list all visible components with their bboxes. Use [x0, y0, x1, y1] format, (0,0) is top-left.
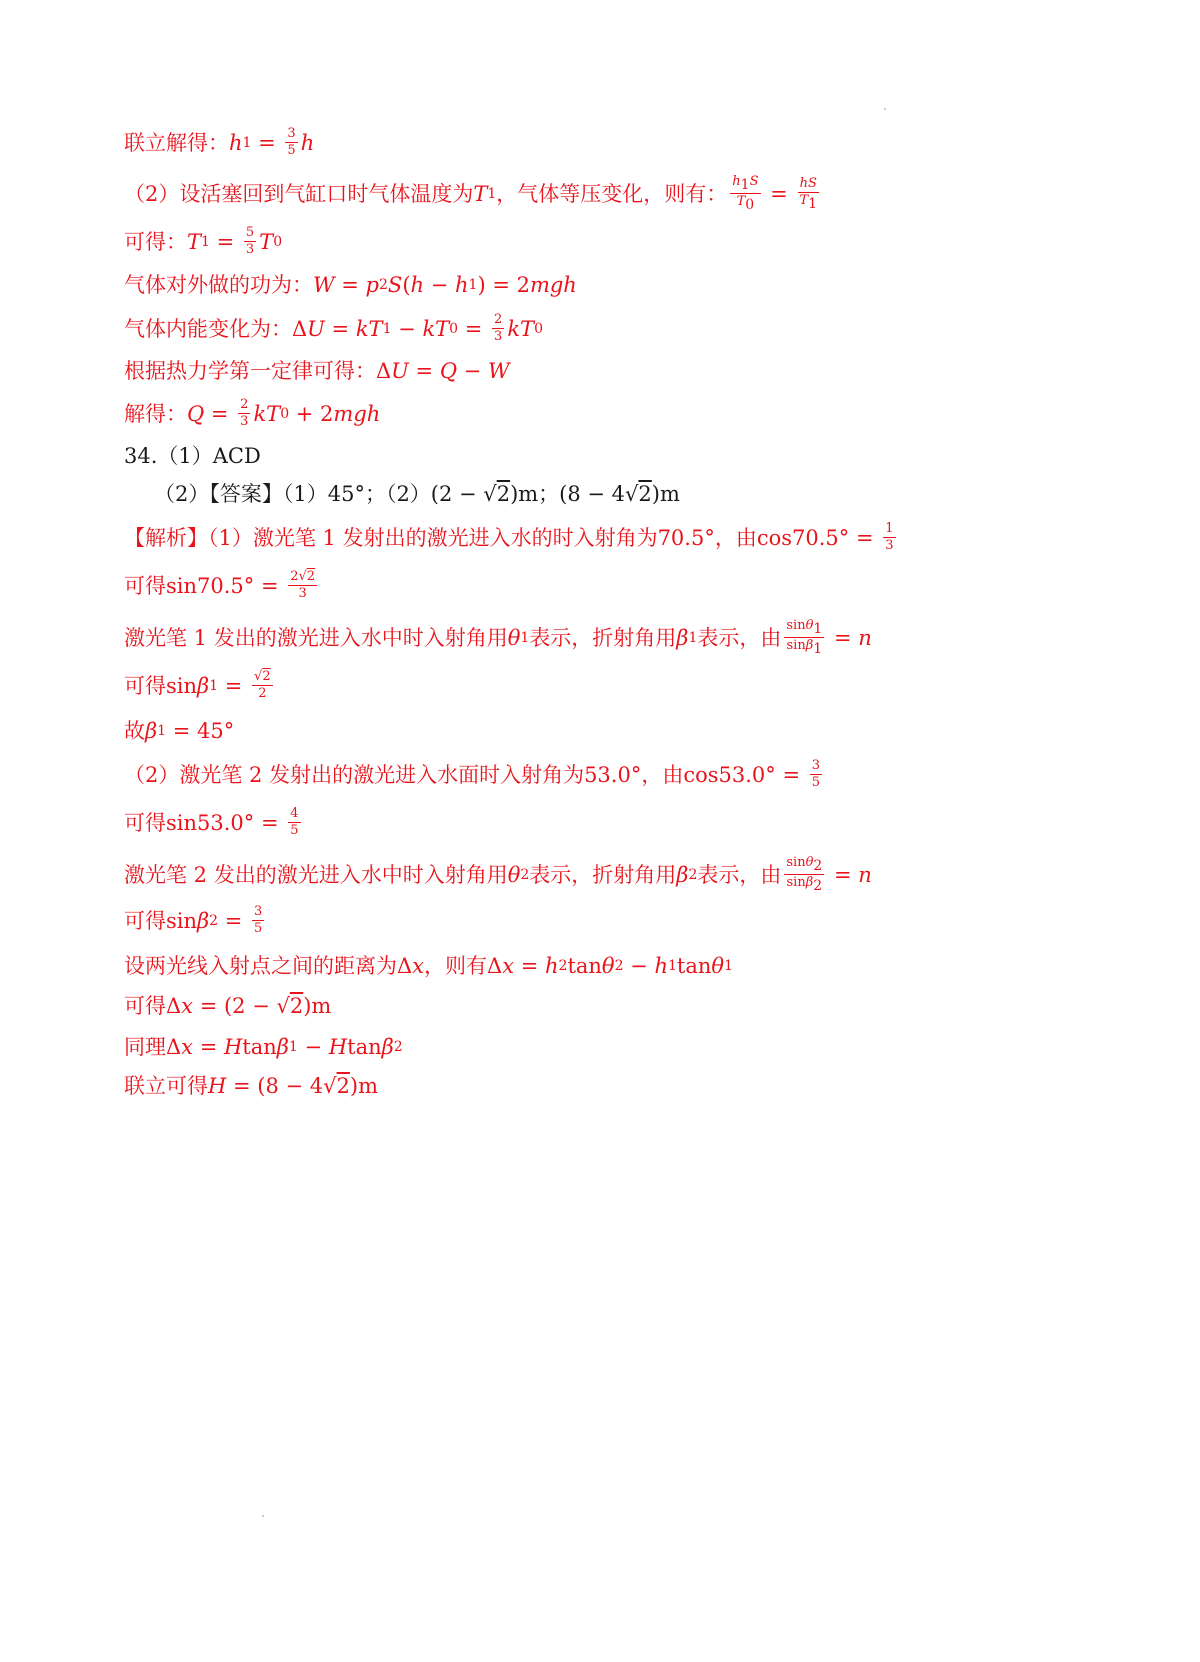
analysis-line: 可得sin β 2 = $\frac{3}{5}$ [124, 904, 263, 936]
analysis-line: 可得sin70.5° = $\frac{2√2}{3}$ [124, 569, 316, 601]
analysis-line: 【解析】（1）激光笔 1 发射出的激光进入水的时入射角为70.5°，由cos70.5° = $\frac{1}{3}$ [124, 521, 894, 553]
analysis-line: 可得sin53.0° = $\frac{4}{5}$ [124, 806, 299, 838]
answer-line: （2）【答案】（1）45°；（2）(2 − √ 2 )m；(8 − 4√ 2 )m [154, 482, 680, 506]
analysis-line: 激光笔 2 发出的激光进入水中时入射角用 θ 2 表示，折射角用 β 2 表示，由 $\frac{\sin\theta_2}{\sin\beta_2}$ = n [124, 855, 872, 894]
solution-line: 可得： T 1 = $\frac{5}{3}$ T 0 [124, 225, 283, 257]
solution-line: 气体内能变化为：Δ U = kT 1 − kT 0 = $\frac{2}{3}$ kT 0 [124, 312, 543, 344]
analysis-line: 设两光线入射点之间的距离为Δ x ，则有Δ x = h 2 tan θ 2 − h 1 tan θ 1 [124, 954, 733, 978]
analysis-line: 可得sin β 1 = $\frac{√2}{2}$ [124, 669, 271, 701]
analysis-line: 故 β 1 = 45° [124, 719, 235, 743]
solution-line: 气体对外做的功为： W = p 2 S ( h − h 1 ) = 2 mgh [124, 273, 577, 297]
analysis-line: 联立可得 H = (8 − 4√ 2 )m [124, 1074, 379, 1098]
analysis-line: （2）激光笔 2 发射出的激光进入水面时入射角为53.0°，由cos53.0° = $\frac{3}{5}$ [124, 758, 820, 790]
analysis-line: 激光笔 1 发出的激光进入水中时入射角用 θ 1 表示，折射角用 β 1 表示，由 $\frac{\sin\theta_1}{\sin\beta_1}$ = n [124, 618, 872, 657]
analysis-line: 可得Δ x = (2 − √ 2 )m [124, 994, 332, 1018]
solution-line: 解得： Q = $\frac{2}{3}$ kT 0 + 2 mgh [124, 397, 381, 429]
scan-speck [884, 108, 886, 110]
question-number-line [124, 441, 261, 471]
solution-line: 联立解得： h 1 = $\frac{3}{5}$ h [124, 126, 315, 158]
solution-line: 根据热力学第一定律可得：Δ U = Q − W [124, 359, 510, 383]
scan-speck [262, 1515, 264, 1517]
question-34-answer: 34.（1）ACD [124, 444, 261, 468]
analysis-line: 同理Δ x = H tan β 1 − H tan β 2 [124, 1035, 403, 1059]
solution-line: （2）设活塞回到气缸口时气体温度为 T 1 ，气体等压变化，则有： $\frac{h_1S}{T_0}$ = $\frac{hS}{T_1}$ [124, 174, 818, 213]
